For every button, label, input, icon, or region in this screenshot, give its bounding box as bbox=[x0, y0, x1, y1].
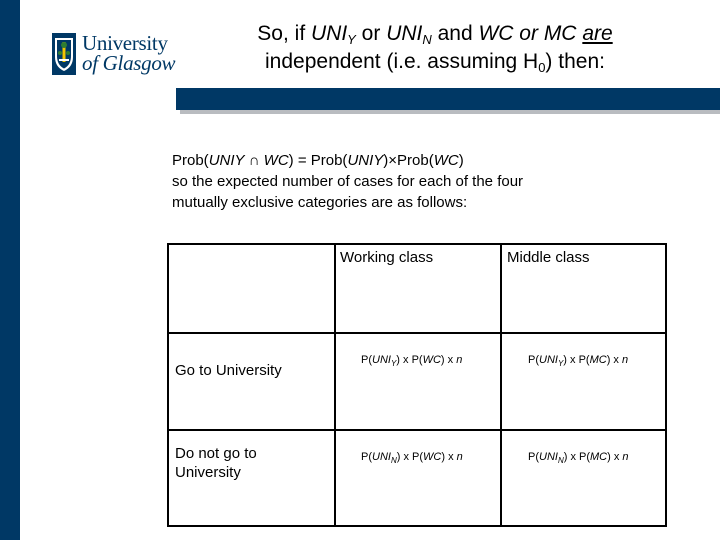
cell-uni-y-middle-class: $P(UNI_Y)$ x P(MC) x n bbox=[528, 354, 629, 368]
expected-counts-table bbox=[167, 243, 667, 527]
table-divider bbox=[169, 429, 665, 431]
col-header-middle-class: Middle class bbox=[507, 249, 590, 266]
title-underline-bar bbox=[176, 88, 720, 110]
table-divider bbox=[500, 245, 502, 525]
crest-icon bbox=[52, 33, 76, 75]
table-divider bbox=[169, 332, 665, 334]
slide-title bbox=[200, 20, 670, 76]
logo-line-university: University bbox=[82, 31, 168, 55]
row-header-not-go-to-university: Do not go to University bbox=[175, 445, 257, 481]
probability-equation: Prob(UNIY ∩ WC) = Prob(UNIY)×Prob(WC) bbox=[172, 152, 464, 169]
title-line-1: So, if $UNI_Y$ or $UNI_N$ and WC or MC are bbox=[257, 22, 613, 47]
title-line-2: independent (i.e. assuming $H_0$) then: bbox=[265, 50, 605, 75]
body-text bbox=[172, 150, 692, 213]
table-divider bbox=[334, 245, 336, 525]
col-header-working-class: Working class bbox=[340, 249, 434, 266]
cell-uni-y-working-class: $P(UNI_Y)$ x P(WC) x n bbox=[361, 354, 463, 368]
cell-uni-n-working-class: $P(UNI_N)$ x P(WC) x n bbox=[361, 451, 463, 465]
left-accent-bar bbox=[0, 0, 20, 540]
cell-uni-n-middle-class: $P(UNI_N)$ x P(MC) x n bbox=[528, 451, 629, 465]
row-header-go-to-university: Go to University bbox=[175, 362, 282, 379]
university-logo bbox=[52, 33, 177, 75]
logo-line-glasgow: of Glasgow bbox=[82, 51, 176, 75]
body-line-2: so the expected number of cases for each of the four bbox=[172, 173, 524, 190]
body-line-3: mutually exclusive categories are as follows: bbox=[172, 194, 468, 211]
